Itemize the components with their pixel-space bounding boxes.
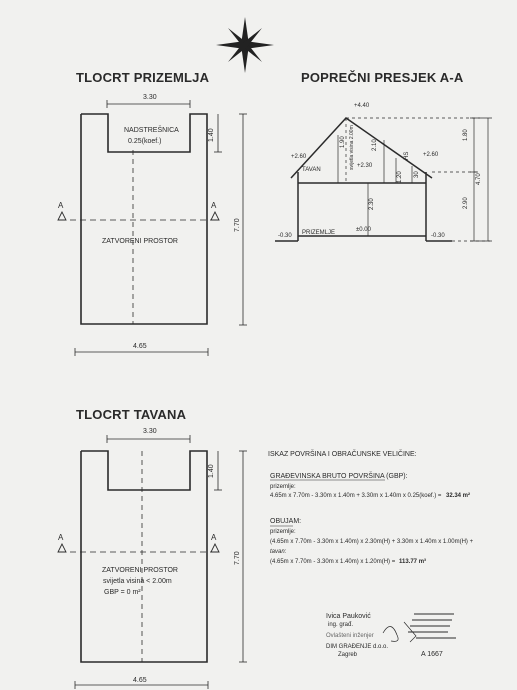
signature-stamp	[383, 614, 456, 642]
dim-180: 1.80	[463, 129, 469, 141]
gbp-sub: prizemlje:	[270, 484, 296, 490]
attic-note-gbp: GBP = 0 m²	[104, 589, 141, 596]
cut-coef-label: 0.25(koef.)	[128, 138, 162, 145]
outside-level-right: -0.30	[431, 233, 445, 239]
attic-note-height: svijetla visina < 2.00m	[103, 578, 172, 585]
calc-heading: ISKAZ POVRŠINA I OBRAČUNSKE VELIČINE:	[268, 451, 417, 458]
stamp-name: Ivica Pauković	[326, 613, 371, 620]
height-190: 1.90	[340, 136, 346, 148]
stamp-title: ing. građ.	[328, 622, 354, 628]
ground-plan-section-marks	[58, 212, 219, 220]
compass-rose-icon	[216, 17, 274, 73]
height-30: 30	[414, 171, 420, 178]
ground-room-label: ZATVORENI PROSTOR	[102, 238, 178, 245]
eave-level-right: +2.60	[423, 152, 439, 158]
attic-label: TAVAN	[302, 167, 321, 173]
roof-height: 2.10	[372, 139, 378, 151]
attic-section-mark-right: A	[211, 533, 217, 542]
ground-level: ±0.00	[356, 227, 371, 233]
ground-dim-bottom: 4.65	[133, 343, 147, 350]
ground-height: 2.30	[369, 198, 375, 210]
attic-plan-title: TLOCRT TAVANA	[76, 407, 187, 422]
gbp-title: GRAĐEVINSKA BRUTO POVRŠINA (GBP):	[270, 473, 408, 480]
volume-line-attic: (4.65m x 7.70m - 3.30m x 1.40m) x 1.20m(H) =	[270, 559, 396, 565]
attic-floor-level: +2.30	[357, 163, 373, 169]
attic-plan-outline	[60, 451, 215, 662]
ground-dim-side: 7.70	[234, 218, 241, 232]
ground-floor-label: PRIZEMLJE	[302, 230, 336, 236]
attic-plan-dimensions	[75, 435, 247, 689]
dim-290: 2.90	[463, 197, 469, 209]
section-mark-right: A	[211, 201, 217, 210]
stamp-company: DIM GRAĐENJE d.o.o.	[326, 644, 389, 650]
volume-sub-attic: tavan:	[270, 549, 287, 555]
attic-dim-side: 7.70	[234, 551, 241, 565]
dim-470: 4.70	[476, 173, 482, 185]
attic-dim-cut: 1.40	[208, 464, 215, 478]
outside-level-left: -0.30	[278, 233, 292, 239]
section-mark-left: A	[58, 201, 64, 210]
attic-dim-bottom: 4.65	[133, 677, 147, 684]
attic-plan-section-marks	[58, 544, 219, 552]
volume-line-ground: (4.65m x 7.70m - 3.30m x 1.40m) x 2.30m(H) + 3.30m x 1.40m x 1.00m(H) +	[270, 539, 474, 545]
ground-plan-outline	[60, 114, 215, 324]
attic-room-label: ZATVORENI PROSTOR	[102, 567, 178, 574]
volume-title: OBUJAM:	[270, 518, 302, 525]
height-120: 1.20	[397, 171, 403, 183]
stamp-number: A 1667	[421, 651, 443, 658]
section-outline	[275, 118, 452, 241]
volume-result: 113.77 m³	[399, 559, 427, 565]
gbp-result: 32.34 m²	[446, 493, 471, 499]
eave-level-left: +2.60	[291, 154, 307, 160]
hs-label: HS	[404, 151, 410, 160]
attic-dim-top: 3.30	[143, 428, 157, 435]
stamp-line1: Ovlašteni inženjer	[326, 633, 374, 639]
volume-sub-ground: prizemlje:	[270, 529, 296, 535]
cut-room-label: NADSTREŠNICA	[124, 127, 179, 134]
section-title: POPREČNI PRESJEK A-A	[301, 70, 464, 85]
attic-section-mark-left: A	[58, 533, 64, 542]
gbp-formula: 4.65m x 7.70m - 3.30m x 1.40m + 3.30m x 1.40m x 0.25(koef.) =	[270, 493, 442, 499]
ridge-level: +4.40	[354, 103, 370, 109]
ground-plan-title: TLOCRT PRIZEMLJA	[76, 70, 210, 85]
clear-height-note: svijetla visina 2.00m	[349, 125, 355, 170]
stamp-city: Zagreb	[338, 652, 358, 658]
ground-dim-top: 3.30	[143, 94, 157, 101]
ground-dim-cut: 1.40	[208, 128, 215, 142]
